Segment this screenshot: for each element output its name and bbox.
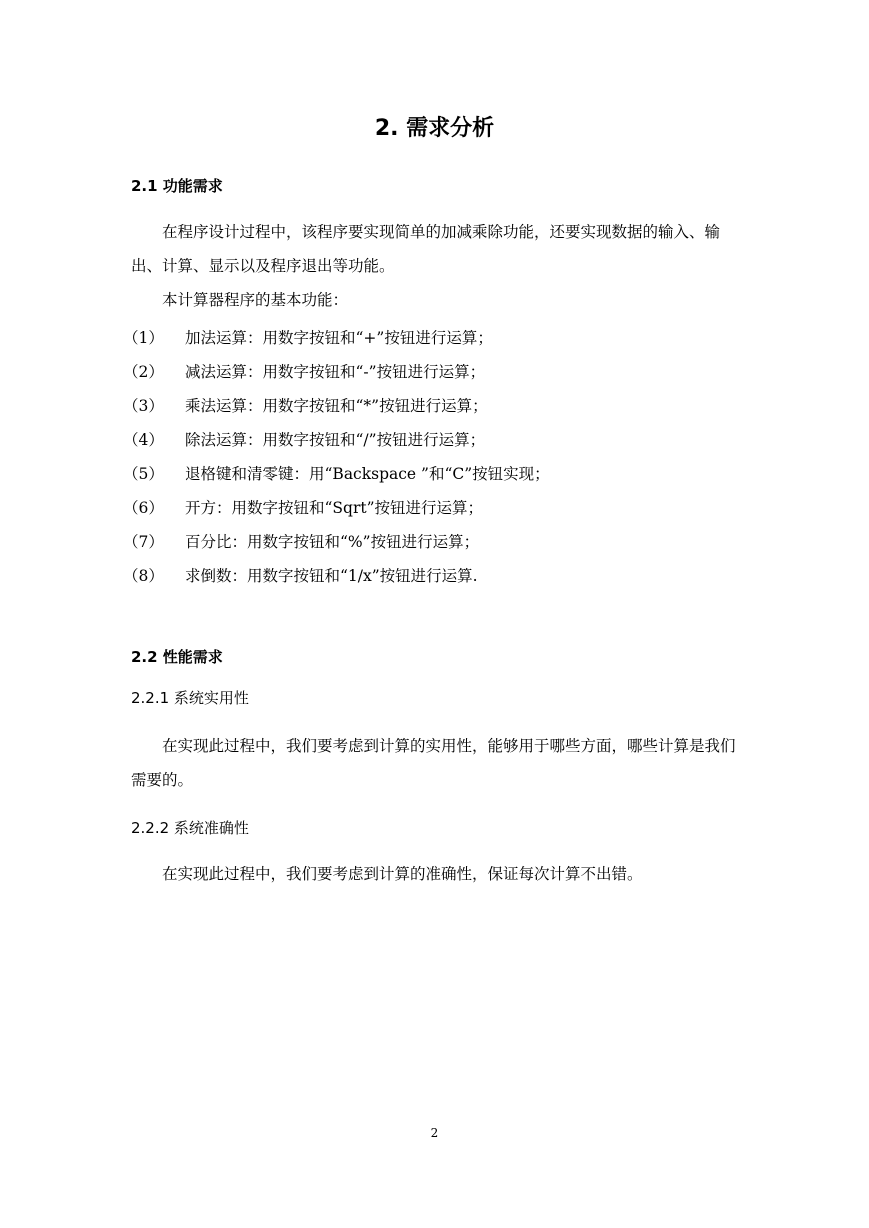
list-item: [123, 389, 550, 423]
section-2-1-list-intro: 本计算器程序的基本功能：: [162, 291, 349, 309]
list-item-text: 乘法运算：用数字按钮和“*”按钮进行运算；: [185, 397, 488, 415]
section-2-2-1-heading: 2.2.1 系统实用性: [131, 689, 249, 707]
list-item-text: 百分比：用数字按钮和“%”按钮进行运算；: [185, 533, 480, 551]
section-2-2-heading: 2.2 性能需求: [131, 648, 223, 666]
list-item-text: 除法运算：用数字按钮和“/”按钮进行运算；: [185, 431, 486, 449]
list-item: [123, 355, 550, 389]
function-list: [123, 321, 550, 593]
list-item-text: 加法运算：用数字按钮和“+”按钮进行运算；: [185, 329, 493, 347]
chapter-title: 2. 需求分析: [374, 116, 495, 141]
section-2-2-1-paragraph: 在实现此过程中，我们要考虑到计算的实用性，能够用于哪些方面，哪些计算是我们需要的。: [131, 737, 736, 789]
list-item-text: 求倒数：用数字按钮和“1/x”按钮进行运算.: [185, 567, 478, 585]
list-item-number: （6）: [123, 499, 164, 517]
list-item-number: （1）: [123, 329, 164, 347]
page-number: 2: [430, 1126, 439, 1140]
list-item: [123, 457, 550, 491]
list-item: [123, 321, 550, 355]
list-item: [123, 525, 550, 559]
list-item-text: 减法运算：用数字按钮和“-”按钮进行运算；: [185, 363, 486, 381]
list-item-number: （8）: [123, 567, 164, 585]
list-item-number: （3）: [123, 397, 164, 415]
list-item-number: （5）: [123, 465, 164, 483]
list-item-number: （7）: [123, 533, 164, 551]
list-item-number: （4）: [123, 431, 164, 449]
list-item-text: 开方：用数字按钮和“Sqrt”按钮进行运算；: [185, 499, 484, 517]
list-item-number: （2）: [123, 363, 164, 381]
section-2-1-heading: 2.1 功能需求: [131, 177, 223, 195]
section-2-2-2-paragraph: 在实现此过程中，我们要考虑到计算的准确性，保证每次计算不出错。: [162, 865, 643, 883]
list-item: [123, 559, 550, 593]
section-2-2-2-heading: 2.2.2 系统准确性: [131, 819, 249, 837]
list-item-text: 退格键和清零键：用“Backspace ”和“C”按钮实现；: [185, 465, 550, 483]
list-item: [123, 423, 550, 457]
list-item: [123, 491, 550, 525]
section-2-1-intro-paragraph: 在程序设计过程中，该程序要实现简单的加减乘除功能，还要实现数据的输入、输出、计算、显示以及程序退出等功能。: [131, 223, 721, 275]
